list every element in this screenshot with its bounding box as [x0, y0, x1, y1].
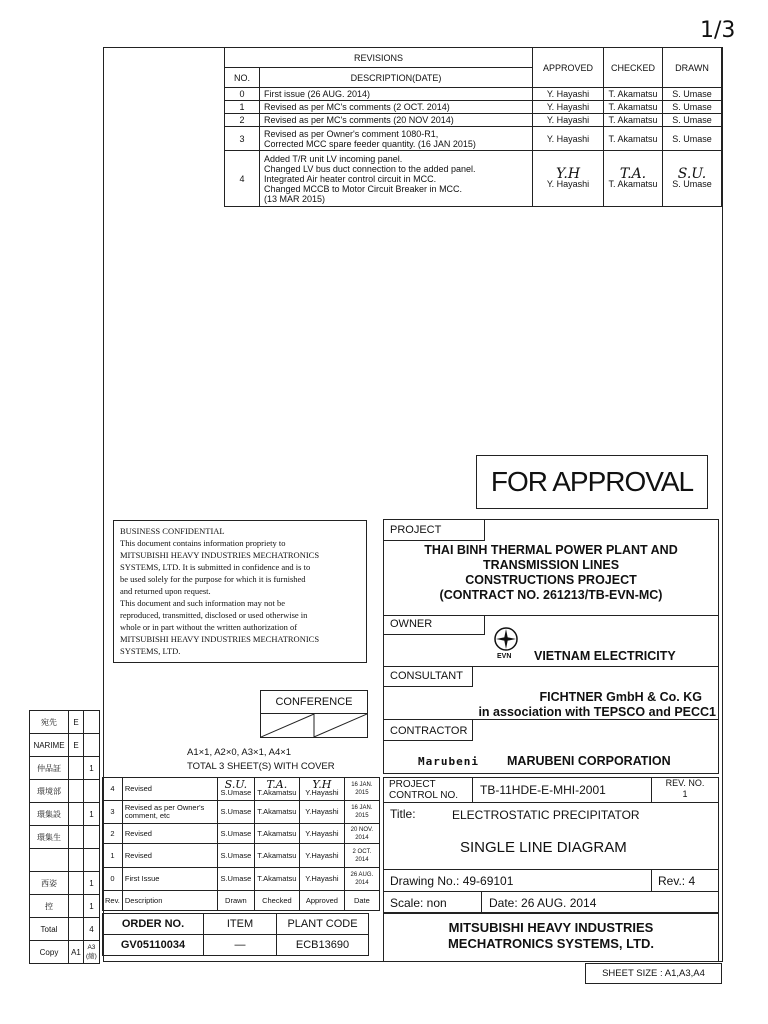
- dist-count: [84, 734, 100, 757]
- rev-no: 0: [225, 88, 260, 101]
- hist-desc: Revised: [122, 844, 217, 868]
- signature-checked: T.A.: [619, 165, 647, 182]
- hist-footer-desc: Description: [122, 891, 217, 911]
- approved-header: APPROVED: [533, 48, 604, 88]
- rev-desc-line: Changed LV bus duct connection to the added panel.: [264, 163, 476, 174]
- hist-drawn-name: S.Umase: [220, 788, 252, 797]
- dist-label: 環集設: [30, 803, 69, 826]
- rev-desc-line: (13 MAR 2015): [264, 193, 326, 204]
- order-no-label: ORDER NO.: [103, 914, 204, 935]
- confidential-line: This document and such information may not be: [120, 598, 286, 608]
- hist-rev: 1: [103, 844, 123, 868]
- date: Date: 26 AUG. 2014: [489, 896, 597, 910]
- project-control-label: PROJECT CONTROL NO.: [389, 779, 459, 801]
- rev-desc-line: Revised as per Owner's comment 1080-R1,: [264, 128, 439, 139]
- order-no: GV05110034: [103, 935, 204, 956]
- hist-drawn: S.Umase: [217, 868, 254, 891]
- hist-approved-name: Y.Hayashi: [305, 788, 339, 797]
- dist-value: E: [69, 734, 84, 757]
- hist-date: 16 JAN. 2015: [344, 778, 379, 801]
- no-header: NO.: [225, 68, 260, 88]
- contractor-label: CONTRACTOR: [390, 725, 468, 737]
- item-label: ITEM: [204, 914, 277, 935]
- item-value: —: [204, 935, 277, 956]
- revisions-title: REVISIONS: [225, 48, 533, 68]
- dist-value: [69, 757, 84, 780]
- hist-desc: First Issue: [122, 868, 217, 891]
- confidential-line: reproduced, transmitted, disclosed or used otherwise in: [120, 610, 308, 620]
- hist-drawn: S.Umase: [217, 844, 254, 868]
- rev-desc: Revised as per MC's comments (2 OCT. 2014): [260, 101, 533, 114]
- consultant-assoc: in association with TEPSCO and PECC1: [478, 705, 716, 719]
- scale: Scale: non: [390, 896, 447, 910]
- dist-count: 1: [84, 803, 100, 826]
- dist-count: [84, 826, 100, 849]
- project-line: TRANSMISSION LINES: [482, 558, 620, 572]
- dist-count: 1: [84, 895, 100, 918]
- company-name: [383, 920, 719, 952]
- rev-checked: T. Akamatsu: [604, 101, 663, 114]
- rev-drawn: S. Umase: [663, 101, 722, 114]
- rev-approved: Y. Hayashi: [533, 114, 604, 127]
- confidential-line: This document contains information propriety to: [120, 538, 286, 548]
- hist-footer-drawn: Drawn: [217, 891, 254, 911]
- hist-footer-rev: Rev.: [103, 891, 123, 911]
- dist-label: [30, 849, 69, 872]
- distribution-table: [29, 710, 100, 964]
- rev-no: 2: [225, 114, 260, 127]
- rev-desc: First issue (26 AUG. 2014): [260, 88, 533, 101]
- hist-date: 2 OCT. 2014: [344, 844, 379, 868]
- order-table: [102, 913, 369, 956]
- for-approval-stamp: [476, 455, 708, 509]
- dist-label: 控: [30, 895, 69, 918]
- hist-rev: 3: [103, 801, 123, 824]
- rev-approved: Y. Hayashi: [533, 101, 604, 114]
- signature-approved: Y.H: [555, 165, 581, 182]
- project-control-no: TB-11HDE-E-MHI-2001: [480, 783, 606, 797]
- approved-name: Y. Hayashi: [546, 178, 590, 189]
- hist-checked: T.Akamatsu: [254, 868, 299, 891]
- rev-desc-line: Integrated Air heater control circuit in MCC.: [264, 173, 437, 184]
- signature-drawn: S.U.: [224, 778, 248, 791]
- dist-value: A1: [69, 941, 84, 964]
- sheet-size: SHEET SIZE : A1,A3,A4: [602, 968, 705, 979]
- sheet-count-line1: A1×1, A2×0, A3×1, A4×1: [187, 747, 292, 758]
- hist-checked: T.Akamatsu: [254, 824, 299, 844]
- hist-rev: 4: [103, 778, 123, 801]
- hist-checked: [254, 778, 299, 801]
- dist-label: 宛先: [30, 711, 69, 734]
- dist-label: NARIME: [30, 734, 69, 757]
- hist-rev: 0: [103, 868, 123, 891]
- project-title: [383, 543, 719, 603]
- project-line: CONSTRUCTIONS PROJECT: [465, 573, 637, 587]
- rev-desc: [260, 127, 533, 151]
- plant-code: ECB13690: [277, 935, 369, 956]
- hist-approved: [299, 778, 344, 801]
- rev-no-value: 1: [682, 789, 688, 799]
- plant-code-label: PLANT CODE: [277, 914, 369, 935]
- sheet-size-box: [585, 963, 722, 984]
- rev-drawn: S. Umase: [663, 114, 722, 127]
- project-line: THAI BINH THERMAL POWER PLANT AND: [424, 543, 678, 557]
- signature-drawn: S.U.: [677, 165, 707, 182]
- description-header: DESCRIPTION(DATE): [260, 68, 533, 88]
- dist-value: [69, 803, 84, 826]
- hist-checked: T.Akamatsu: [254, 844, 299, 868]
- rev-checked: T. Akamatsu: [604, 114, 663, 127]
- sheet-count-line2: TOTAL 3 SHEET(S) WITH COVER: [187, 761, 335, 772]
- rev-no-box: [652, 778, 718, 800]
- for-approval-text: FOR APPROVAL: [490, 466, 694, 497]
- rev-desc-line: Changed MCCB to Motor Circuit Breaker in MCC.: [264, 183, 463, 194]
- revision-history-table: [102, 777, 380, 911]
- rev-drawn: S. Umase: [663, 127, 722, 151]
- hist-date: 16 JAN. 2015: [344, 801, 379, 824]
- rev-checked: T. Akamatsu: [604, 127, 663, 151]
- dist-value: [69, 895, 84, 918]
- confidential-box: [113, 520, 367, 663]
- drawn-header: DRAWN: [663, 48, 722, 88]
- page-number: 1/3: [700, 18, 736, 43]
- dist-label: 仲品証: [30, 757, 69, 780]
- hist-footer-approved: Approved: [299, 891, 344, 911]
- consultant-name: [420, 690, 716, 720]
- evn-logo-icon: [493, 626, 519, 652]
- confidential-line: and returned upon request.: [120, 586, 211, 596]
- hist-desc: Revised: [122, 824, 217, 844]
- dist-label: 環境部: [30, 780, 69, 803]
- marubeni-logo-icon: Marubeni: [418, 755, 479, 768]
- conference-box: [260, 690, 368, 738]
- dist-count: [84, 780, 100, 803]
- dist-value: [69, 849, 84, 872]
- rev-approved: Y. Hayashi: [533, 88, 604, 101]
- dist-count: A3 (縮): [84, 941, 100, 964]
- rev-desc: Revised as per MC's comments (20 NOV 2014): [260, 114, 533, 127]
- owner-name: VIETNAM ELECTRICITY: [534, 649, 676, 663]
- drawing-no: Drawing No.: 49-69101: [390, 874, 514, 888]
- hist-approved: Y.Hayashi: [299, 824, 344, 844]
- rev-approved: [533, 151, 604, 207]
- project-line: (CONTRACT NO. 261213/TB-EVN-MC): [439, 588, 663, 602]
- hist-checked: T.Akamatsu: [254, 801, 299, 824]
- rev-desc: [260, 151, 533, 207]
- hist-date: 26 AUG. 2014: [344, 868, 379, 891]
- checked-header: CHECKED: [604, 48, 663, 88]
- hist-drawn: S.Umase: [217, 801, 254, 824]
- dist-value: [69, 872, 84, 895]
- rev-no: 3: [225, 127, 260, 151]
- conference-stamp-grid: [261, 714, 367, 737]
- dist-count: 4: [84, 918, 100, 941]
- confidential-line: be used solely for the purpose for which it is furnished: [120, 574, 306, 584]
- hist-footer-checked: Checked: [254, 891, 299, 911]
- dist-label: Total: [30, 918, 69, 941]
- signature-approved: Y.H: [312, 778, 332, 791]
- signature-checked: T.A.: [266, 778, 288, 791]
- dist-label: Copy: [30, 941, 69, 964]
- project-label: PROJECT: [390, 524, 442, 536]
- rev-no-label: REV. NO.: [665, 778, 705, 788]
- dist-label: 西姿: [30, 872, 69, 895]
- consultant-label: CONSULTANT: [390, 670, 463, 682]
- hist-desc: Revised as per Owner's comment, etc: [122, 801, 217, 824]
- contractor-name: MARUBENI CORPORATION: [507, 754, 671, 768]
- confidential-line: MITSUBISHI HEAVY INDUSTRIES MECHATRONICS: [120, 550, 320, 560]
- hist-footer-date: Date: [344, 891, 379, 911]
- rev-checked: T. Akamatsu: [604, 88, 663, 101]
- dist-label: 環集生: [30, 826, 69, 849]
- rev-approved: Y. Hayashi: [533, 127, 604, 151]
- dist-count: 1: [84, 872, 100, 895]
- rev-drawn: S. Umase: [663, 88, 722, 101]
- hist-drawn: [217, 778, 254, 801]
- dist-value: [69, 826, 84, 849]
- dist-value: E: [69, 711, 84, 734]
- checked-name: T. Akamatsu: [608, 178, 658, 189]
- confidential-line: whole or in part without the written authorization of: [120, 622, 298, 632]
- dist-count: 1: [84, 757, 100, 780]
- company-line1: MITSUBISHI HEAVY INDUSTRIES: [448, 920, 654, 935]
- hist-drawn: S.Umase: [217, 824, 254, 844]
- confidential-line: SYSTEMS, LTD. It is submitted in confidence and is to: [120, 562, 311, 572]
- hist-rev: 2: [103, 824, 123, 844]
- rev-desc-line: Corrected MCC spare feeder quantity. (16 JAN 2015): [264, 138, 476, 149]
- hist-checked-name: T.Akamatsu: [257, 788, 297, 797]
- drawn-name: S. Umase: [672, 178, 712, 189]
- title-label: Title:: [390, 807, 416, 821]
- hist-desc: Revised: [122, 778, 217, 801]
- rev-checked: [604, 151, 663, 207]
- revisions-table: [224, 47, 722, 207]
- hist-approved: Y.Hayashi: [299, 844, 344, 868]
- confidential-heading: BUSINESS CONFIDENTIAL: [120, 526, 225, 536]
- rev-desc-line: Added T/R unit LV incoming panel.: [264, 153, 403, 164]
- dist-count: [84, 711, 100, 734]
- rev-no: 1: [225, 101, 260, 114]
- dist-count: [84, 849, 100, 872]
- company-line2: MECHATRONICS SYSTEMS, LTD.: [447, 936, 655, 951]
- confidential-line: MITSUBISHI HEAVY INDUSTRIES MECHATRONICS: [120, 634, 320, 644]
- rev-value: Rev.: 4: [658, 874, 696, 888]
- title-line1: ELECTROSTATIC PRECIPITATOR: [452, 808, 640, 822]
- hist-date: 20 NOV. 2014: [344, 824, 379, 844]
- dist-value: [69, 780, 84, 803]
- confidential-line: SYSTEMS, LTD.: [120, 646, 181, 656]
- conference-label: CONFERENCE: [261, 691, 367, 714]
- rev-no: 4: [225, 151, 260, 207]
- rev-drawn: [663, 151, 722, 207]
- owner-label: OWNER: [390, 618, 433, 630]
- hist-approved: Y.Hayashi: [299, 801, 344, 824]
- evn-logo-text: EVN: [497, 653, 512, 660]
- dist-value: [69, 918, 84, 941]
- hist-approved: Y.Hayashi: [299, 868, 344, 891]
- title-line2: SINGLE LINE DIAGRAM: [460, 839, 627, 856]
- consultant-firm: FICHTNER GmbH & Co. KG: [539, 690, 702, 704]
